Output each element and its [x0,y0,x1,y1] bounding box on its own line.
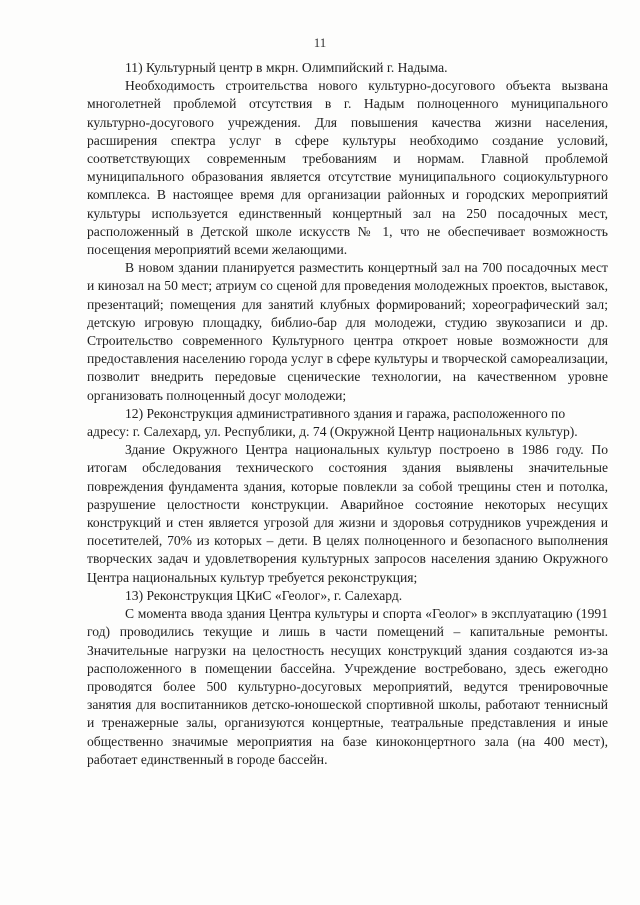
paragraph-geolog: С момента ввода здания Центра культуры и спорта «Геолог» в эксплуатацию (1991 год) проводились текущие и лишь в части помещений – капитальные ремонты. Значительные нагрузки на целостность несущих конструкций здания создаются из-за расположенного в помещении бассейна. Учреждение востребовано, здесь ежегодно проводятся более 500 культурно-досуговых мероприятий, ведутся тренировочные занятия для воспитанников детско-юношеской спортивной школы, работают теннисный и тренажерные залы, организуются концертные, театральные представления и иные общественно значимые мероприятия на базе киноконцертного зала (на 400 мест), работает единственный в городе бассейн. [87,606,608,767]
paragraph-national-cultures: Здание Окружного Центра национальных культур построено в 1986 году. По итогам обследования технического состояния здания выявлены значительные повреждения фундамента здания, которые повлекли за собой трещины стен и потолка, разрушение целостности конструкции. Аварийное состояние некоторых несущих конструкций и стен является угрозой для жизни и здоровья сотрудников учреждения и посетителей, 70% из которых – дети. В целях полноценного и безопасного выполнения творческих задач и удовлетворения культурных запросов населения зданию Окружного Центра национальных культур требуется реконструкция; [87,442,608,585]
page-number: 11 [313,35,327,50]
paragraph-need: Необходимость строительства нового культурно-досугового объекта вызвана многолетней проблемой отсутствия в г. Надым полноценного муниципального культурно-досугового учреждения. Для повышения качества жизни населения, расширения спектра услуг в сфере культуры необходимо создание условий, соответствующих современным требованиям и нормам. Главной проблемой муниципального образования является отсутствие муниципального социокультурного комплекса. В настоящее время для организации районных и городских мероприятий культуры используется единственный концертный зал на 250 посадочных мест, расположенный в Детской школе искусств № 1, что не обеспечивает возможность посещения мероприятий всеми желающими. [87,78,608,258]
section-heading-13: 13) Реконструкция ЦКиС «Геолог», г. Салехард. [125,587,403,603]
paragraph-new-building: В новом здании планируется разместить концертный зал на 700 посадочных мест и кинозал на 50 мест; атриум со сценой для проведения молодежных проектов, выставок, презентаций; помещения для занятий клубных формирований; хореографический зал; детскую игровую площадку, библио-бар для молодежи, студию звукозаписи и др. Строительство современного Культурного центра откроет новые возможности для предоставления населению города услуг в сфере культуры и творческой самореализации, позволит внедрить передовые сценические технологии, на качественном уровне организовать полноценный досуг молодежи; [87,260,608,403]
section-heading-11: 11) Культурный центр в мкрн. Олимпийский г. Надыма. [125,60,448,75]
document-body [87,59,608,769]
section-heading-12: 12) Реконструкция административного здания и гаража, расположенного по адресу: г. Салехард, ул. Республики, д. 74 (Окружной Центр национальных культур). [87,405,578,440]
